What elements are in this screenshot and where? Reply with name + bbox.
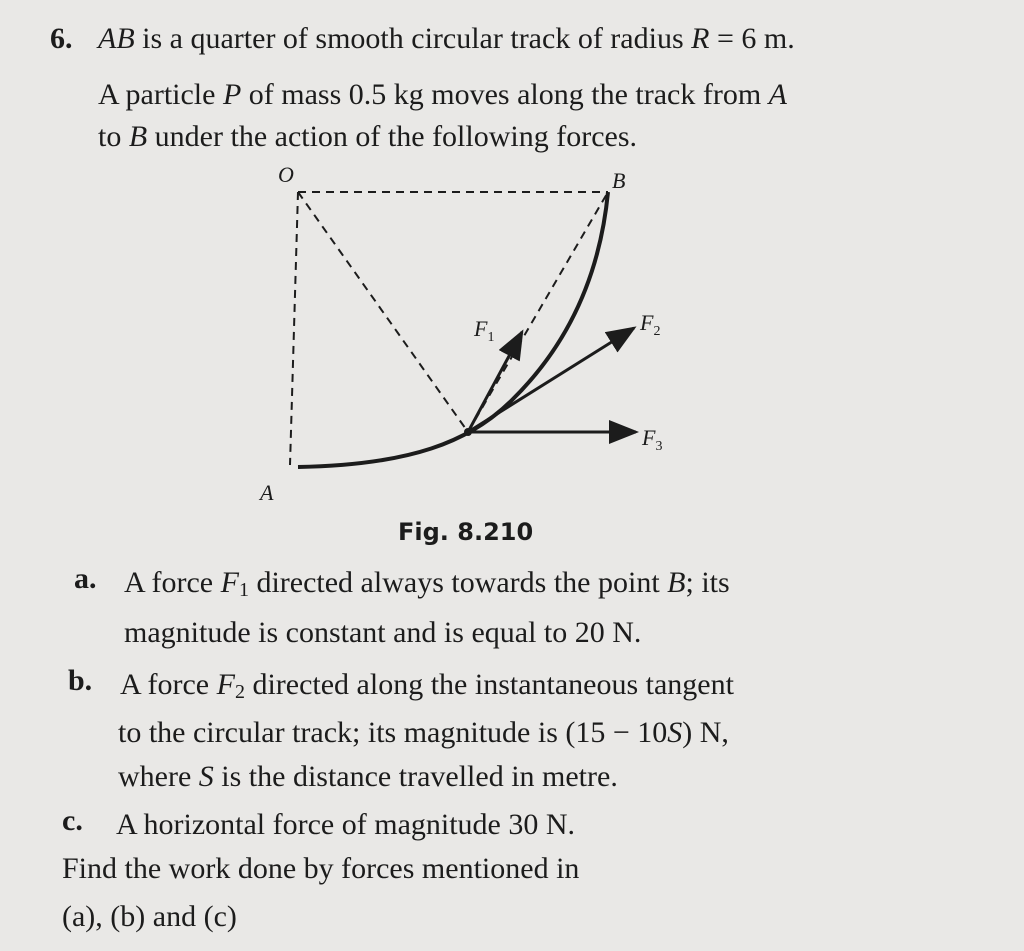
item-b-line-3: where S is the distance travelled in metre. bbox=[118, 760, 618, 793]
figure-caption: Fig. 8.210 bbox=[398, 518, 534, 546]
item-a-line-2: magnitude is constant and is equal to 20 N. bbox=[124, 616, 642, 649]
closing-line-1: Find the work done by forces mentioned in bbox=[62, 852, 580, 885]
label-f3: $F_3$ bbox=[642, 425, 663, 454]
question-line-3: to B under the action of the following forces. bbox=[98, 120, 638, 153]
item-c-label: c. bbox=[62, 804, 83, 837]
label-o: O bbox=[278, 162, 294, 187]
label-f2: $F_2$ bbox=[640, 310, 661, 339]
item-b-line-1: A force $F_2$ directed along the instantaneous tangent bbox=[120, 668, 734, 703]
label-b: B bbox=[612, 168, 626, 193]
question-number: 6. bbox=[50, 22, 73, 55]
question-line-1: AB is a quarter of smooth circular track of radius R = 6 m. bbox=[98, 22, 795, 55]
track-diagram bbox=[250, 160, 710, 510]
left-dashed-line bbox=[290, 192, 298, 465]
item-b-label: b. bbox=[68, 664, 93, 697]
diagonal-dashed-line bbox=[298, 192, 468, 432]
quarter-circle-track bbox=[298, 192, 608, 467]
item-c-line-1: A horizontal force of magnitude 30 N. bbox=[116, 808, 576, 841]
closing-line-2: (a), (b) and (c) bbox=[62, 900, 237, 933]
item-a-line-1: A force $F_1$ directed always towards the point B; its bbox=[124, 566, 730, 601]
label-a: A bbox=[260, 480, 274, 505]
item-b-line-2: to the circular track; its magnitude is (15 − 10S) N, bbox=[118, 716, 729, 749]
question-line-2: A particle P of mass 0.5 kg moves along the track from A bbox=[98, 78, 787, 111]
item-a-label: a. bbox=[74, 562, 97, 595]
label-f1: $F_1$ bbox=[474, 316, 495, 345]
